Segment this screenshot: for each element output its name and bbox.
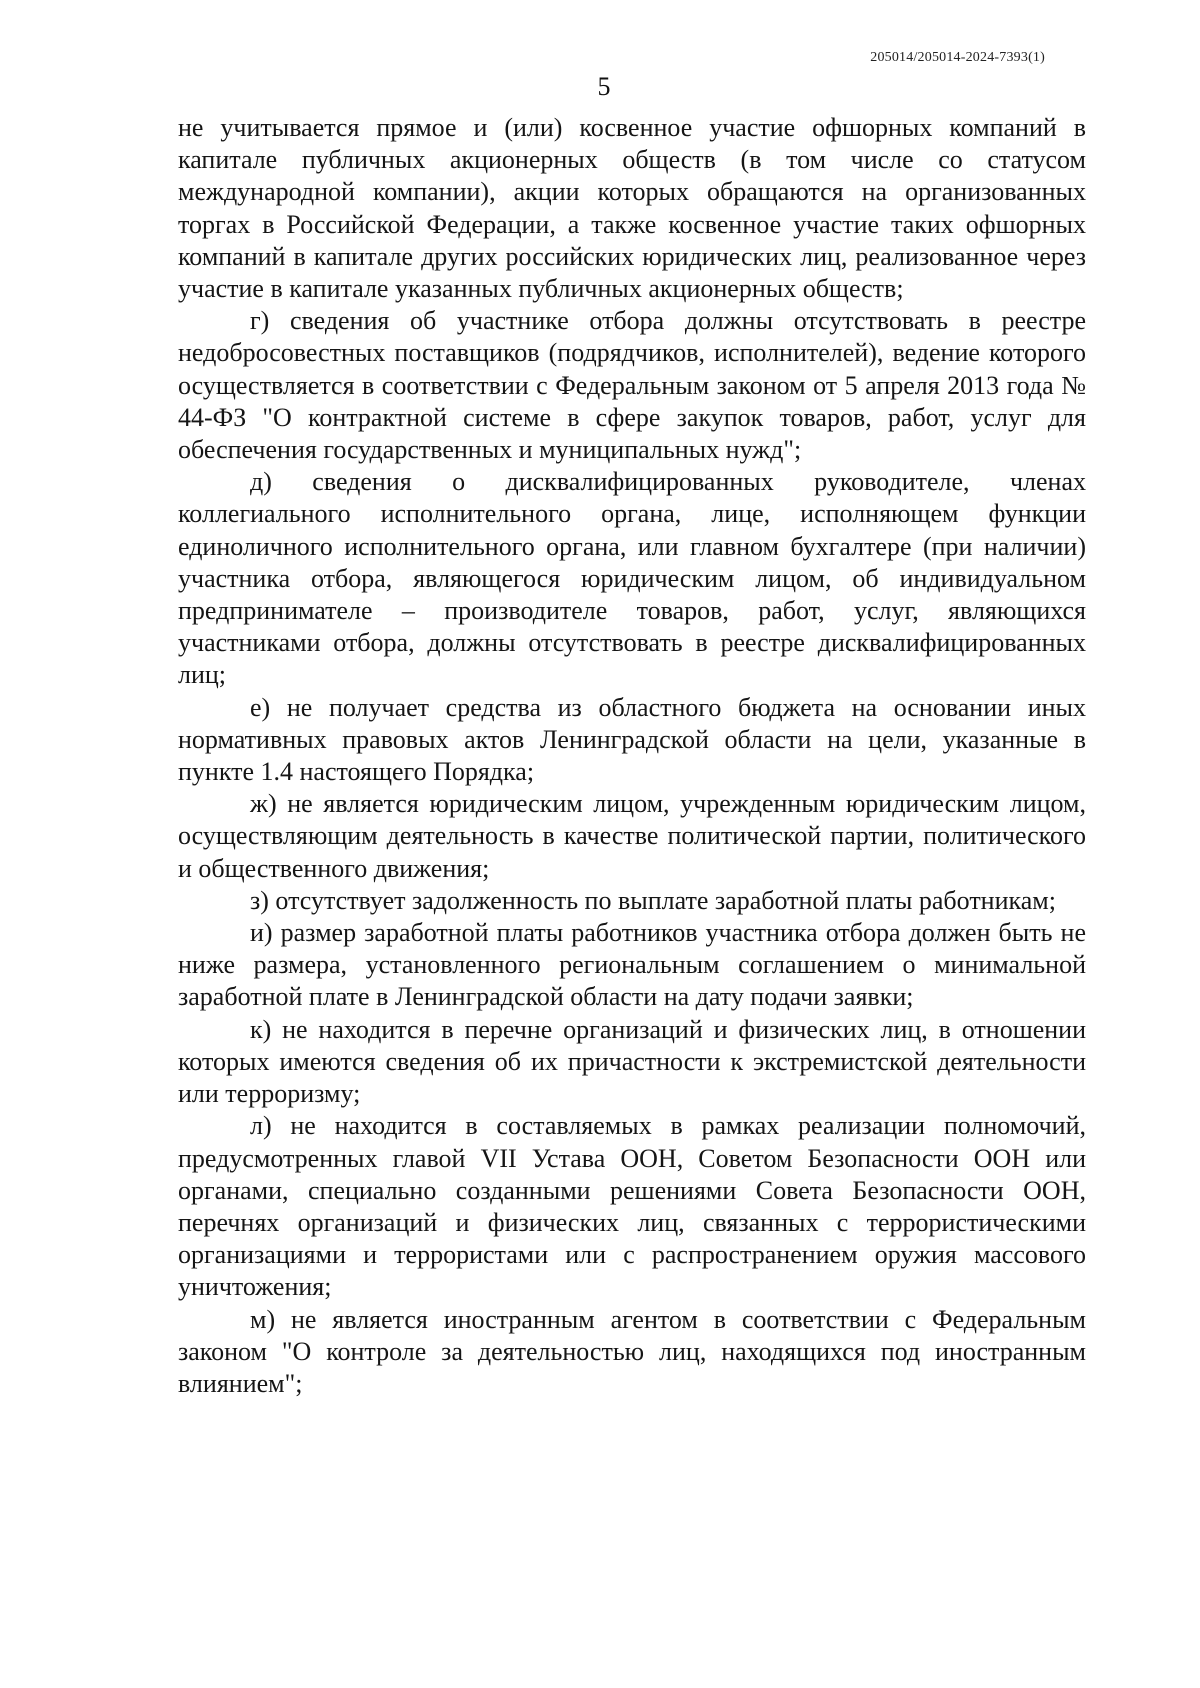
paragraph-item-z: з) отсутствует задолженность по выплате заработной платы работникам; (250, 885, 1056, 915)
paragraph-continuation: не учитывается прямое и (или) косвенное участие офшорных компаний в капитале публичных акционерных обществ (в том числе со статусом международной компании), акции которых обращаются на организованных торгах в Российской Федерации, а также косвенное участие таких офшорных компаний в капитале других российских юридических лиц, реализованное через участие в капитале указанных публичных акционерных обществ; (178, 113, 1086, 304)
paragraph-item-e: е) не получает средства из областного бюджета на основании иных нормативных правовых актов Ленинградской области на цели, указанные в пункте 1.4 настоящего Порядка; (178, 692, 1086, 787)
document-id: 205014/205014-2024-7393(1) (870, 50, 1045, 65)
document-body (178, 112, 1086, 1400)
paragraph-item-d: д) сведения о дисквалифицированных руководителе, членах коллегиального исполнительного органа, лице, исполняющем функции единоличного исполнительного органа, или главном бухгалтере (при наличии) участника отбора, являющегося юридическим лицом, об индивидуальном предпринимателе – производителе товаров, работ, услуг, являющихся участниками отбора, должны отсутствовать в реестре дисквалифицированных лиц; (178, 467, 1086, 690)
paragraph-item-m: м) не является иностранным агентом в соответствии с Федеральным законом "О контроле за деятельностью лиц, находящихся под иностранным влиянием"; (178, 1304, 1086, 1398)
paragraph-item-g: г) сведения об участнике отбора должны отсутствовать в реестре недобросовестных поставщиков (подрядчиков, исполнителей), ведение которого осуществляется в соответствии с Федеральным законом от 5 апреля 2013 года № 44-ФЗ "О контрактной системе в сфере закупок товаров, работ, услуг для обеспечения государственных и муниципальных нужд"; (178, 306, 1086, 465)
paragraph-item-k: к) не находится в перечне организаций и физических лиц, в отношении которых имеются сведения об их причастности к экстремистской деятельности или терроризму; (178, 1014, 1086, 1109)
paragraph-item-l: л) не находится в составляемых в рамках реализации полномочий, предусмотренных главой VII Устава ООН, Советом Безопасности ООН или органами, специально созданными решениями Совета Безопасности ООН, перечнях организаций и физических лиц, связанных с террористическими организациями и террористами или с распространением оружия массового уничтожения; (178, 1111, 1086, 1302)
paragraph-item-zh: ж) не является юридическим лицом, учрежденным юридическим лицом, осуществляющим деятельность в качестве политической партии, политического и общественного движения; (178, 789, 1086, 883)
paragraph-item-i: и) размер заработной платы работников участника отбора должен быть не ниже размера, установленного региональным соглашением о минимальной заработной плате в Ленинградской области на дату подачи заявки; (178, 918, 1086, 1012)
page-number: 5 (597, 72, 611, 101)
